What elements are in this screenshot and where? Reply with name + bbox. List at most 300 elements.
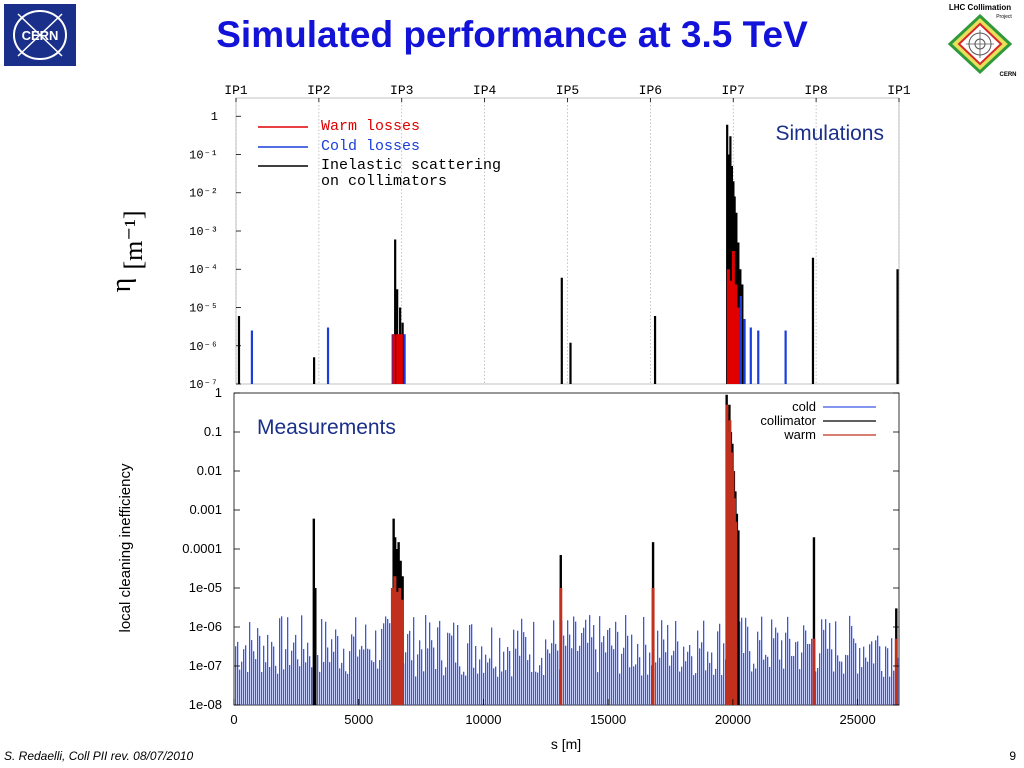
cold-noise-bar	[407, 634, 408, 705]
cold-noise-bar	[889, 677, 890, 705]
cold-noise-bar	[245, 645, 246, 705]
ip-label: IP2	[307, 83, 331, 98]
cold-noise-bar	[563, 636, 564, 705]
collimator-loss-bar	[314, 588, 316, 705]
cold-noise-bar	[841, 662, 842, 705]
cold-noise-bar	[611, 646, 612, 705]
cold-noise-bar	[851, 626, 852, 705]
cold-noise-bar	[299, 666, 300, 705]
cold-noise-bar	[675, 621, 676, 705]
cold-noise-bar	[855, 643, 856, 705]
cold-noise-bar	[723, 643, 724, 705]
cold-noise-bar	[265, 662, 266, 705]
cold-noise-bar	[337, 636, 338, 705]
warm-loss-bar	[737, 307, 740, 384]
cold-noise-bar	[501, 671, 502, 705]
cold-noise-bar	[475, 646, 476, 705]
simulation-y-tick-label: 10⁻⁵	[189, 301, 218, 316]
cold-noise-bar	[693, 675, 694, 705]
cold-noise-bar	[533, 622, 534, 705]
cold-noise-bar	[341, 663, 342, 705]
cold-noise-bar	[503, 652, 504, 705]
cold-noise-bar	[295, 635, 296, 705]
cold-noise-bar	[835, 621, 836, 705]
cold-noise-bar	[307, 643, 308, 705]
cold-noise-bar	[579, 646, 580, 705]
cold-noise-bar	[837, 655, 838, 705]
cold-noise-bar	[413, 617, 414, 705]
measurement-y-tick-label: 0.1	[203, 424, 222, 439]
measurement-y-tick-label: 0.01	[196, 463, 222, 478]
cold-noise-bar	[635, 664, 636, 705]
cold-noise-bar	[479, 659, 480, 705]
measurement-y-tick-label: 0.001	[189, 502, 222, 517]
cold-noise-bar	[453, 623, 454, 705]
cold-noise-bar	[865, 658, 866, 705]
cold-noise-bar	[661, 620, 662, 705]
warm-loss-bar	[734, 522, 737, 705]
cold-noise-bar	[633, 666, 634, 705]
cold-noise-bar	[551, 643, 552, 705]
cold-noise-bar	[593, 625, 594, 705]
ip-label: IP1	[887, 83, 911, 98]
slide-title: Simulated performance at 3.5 TeV	[216, 14, 808, 55]
cold-noise-bar	[771, 619, 772, 705]
warm-loss-bar	[652, 588, 655, 705]
cold-noise-bar	[619, 674, 620, 705]
cold-noise-bar	[303, 649, 304, 705]
legend-collimator: collimator	[760, 413, 816, 428]
cold-noise-bar	[645, 645, 646, 705]
cold-noise-bar	[805, 630, 806, 705]
cold-noise-bar	[747, 627, 748, 705]
ip-label: IP8	[804, 83, 828, 98]
cold-noise-bar	[577, 651, 578, 705]
cold-noise-bar	[715, 669, 716, 705]
ip-label: IP7	[721, 83, 745, 98]
cold-noise-bar	[881, 671, 882, 705]
cold-noise-bar	[301, 615, 302, 705]
cold-noise-bar	[343, 649, 344, 705]
cold-noise-bar	[271, 642, 272, 705]
cold-noise-bar	[567, 620, 568, 705]
cold-noise-bar	[465, 676, 466, 705]
cold-noise-bar	[843, 674, 844, 705]
measurement-y-tick-label: 0.0001	[182, 541, 222, 556]
cold-noise-bar	[701, 642, 702, 705]
cold-noise-bar	[451, 636, 452, 705]
cold-loss-bar	[251, 331, 253, 384]
cold-noise-bar	[829, 623, 830, 705]
cold-noise-bar	[549, 653, 550, 705]
warm-loss-bar	[812, 639, 815, 705]
cold-noise-bar	[305, 662, 306, 705]
cold-noise-bar	[615, 622, 616, 705]
cold-noise-bar	[717, 631, 718, 705]
cold-noise-bar	[565, 646, 566, 705]
cold-noise-bar	[537, 673, 538, 705]
measurement-x-tick-label: 10000	[465, 712, 502, 727]
cold-noise-bar	[603, 636, 604, 705]
cold-noise-bar	[749, 651, 750, 705]
lhc-logo-text-1: LHC Collimation	[948, 3, 1012, 12]
cold-noise-bar	[369, 649, 370, 705]
cold-noise-bar	[363, 649, 364, 705]
cold-noise-bar	[685, 661, 686, 705]
legend-warm: warm	[784, 427, 816, 442]
cold-noise-bar	[821, 619, 822, 705]
measurement-y-tick-label: 1e-05	[188, 580, 222, 595]
page-number: 9	[1009, 749, 1016, 763]
simulation-y-tick-label: 10⁻¹	[189, 148, 218, 163]
simulation-y-tick-label: 10⁻⁶	[189, 339, 218, 354]
cold-noise-bar	[871, 641, 872, 705]
cold-noise-bar	[819, 653, 820, 705]
cold-noise-bar	[759, 640, 760, 705]
cold-noise-bar	[279, 618, 280, 705]
warm-loss-bar	[401, 600, 404, 705]
measurement-y-tick-label: 1	[214, 385, 222, 400]
cold-noise-bar	[485, 655, 486, 705]
cold-noise-bar	[419, 640, 420, 705]
cold-noise-bar	[571, 648, 572, 705]
cold-noise-bar	[379, 660, 380, 705]
cold-noise-bar	[893, 671, 894, 705]
ip-label: IP5	[555, 83, 580, 98]
cold-noise-bar	[351, 634, 352, 705]
warm-loss-bar	[559, 588, 562, 705]
cold-noise-bar	[257, 628, 258, 705]
cold-noise-bar	[539, 665, 540, 705]
cold-noise-bar	[785, 633, 786, 705]
cold-noise-bar	[487, 662, 488, 705]
cold-noise-bar	[743, 653, 744, 705]
simulation-y-ticks	[189, 110, 241, 392]
cold-noise-bar	[839, 661, 840, 705]
cold-noise-bar	[691, 656, 692, 705]
cold-noise-bar	[641, 675, 642, 705]
cold-noise-bar	[519, 656, 520, 705]
cold-loss-bar	[750, 328, 752, 384]
cold-noise-bar	[811, 639, 812, 705]
cold-loss-bar	[327, 328, 329, 384]
cold-noise-bar	[631, 635, 632, 705]
cold-noise-bar	[429, 622, 430, 705]
cold-noise-bar	[787, 617, 788, 705]
cold-noise-bar	[699, 648, 700, 705]
cold-noise-bar	[755, 668, 756, 705]
cold-noise-bar	[253, 651, 254, 705]
simulation-y-tick-label: 10⁻⁷	[189, 378, 218, 392]
cold-noise-bar	[703, 621, 704, 705]
cold-noise-bar	[405, 652, 406, 705]
cold-noise-bar	[467, 643, 468, 705]
cold-noise-bar	[535, 672, 536, 705]
cold-noise-bar	[261, 672, 262, 705]
cold-noise-bar	[461, 675, 462, 705]
cold-noise-bar	[247, 672, 248, 705]
measurement-x-label: s [m]	[550, 736, 582, 752]
cold-noise-bar	[443, 675, 444, 705]
cold-noise-bar	[879, 646, 880, 705]
cold-noise-bar	[853, 639, 854, 705]
cold-noise-bar	[359, 649, 360, 705]
cold-noise-bar	[421, 649, 422, 705]
cold-noise-bar	[449, 633, 450, 705]
cold-noise-bar	[677, 641, 678, 705]
warm-loss-bar	[396, 334, 399, 384]
cold-noise-bar	[779, 660, 780, 705]
cold-noise-bar	[317, 655, 318, 705]
cold-noise-bar	[417, 654, 418, 705]
cold-noise-bar	[287, 617, 288, 705]
measurements-annotation: Measurements	[257, 416, 396, 439]
cold-noise-bar	[647, 675, 648, 705]
cold-noise-bar	[455, 662, 456, 705]
cold-noise-bar	[789, 639, 790, 705]
ip-label: IP4	[472, 83, 497, 98]
cold-noise-bar	[463, 672, 464, 705]
cold-noise-bar	[335, 629, 336, 705]
cold-noise-bar	[291, 651, 292, 705]
cold-noise-bar	[377, 669, 378, 705]
measurement-x-tick-label: 0	[230, 712, 238, 727]
ip-label: IP3	[390, 83, 414, 98]
cold-noise-bar	[869, 644, 870, 705]
cold-noise-bar	[601, 642, 602, 705]
simulation-y-label-unit: [m⁻¹]	[119, 210, 148, 270]
cold-noise-bar	[623, 648, 624, 705]
cold-noise-bar	[671, 655, 672, 705]
ip-label: IP1	[224, 83, 248, 98]
cold-noise-bar	[531, 672, 532, 705]
cold-noise-bar	[589, 615, 590, 705]
measurement-y-tick-label: 1e-08	[188, 697, 222, 712]
cold-noise-bar	[803, 625, 804, 705]
cold-noise-bar	[457, 625, 458, 705]
cold-noise-bar	[795, 642, 796, 705]
cold-noise-bar	[249, 622, 250, 705]
cold-noise-bar	[719, 624, 720, 705]
cold-noise-bar	[255, 659, 256, 705]
cold-noise-bar	[473, 668, 474, 705]
cold-noise-bar	[521, 619, 522, 705]
cold-noise-bar	[595, 649, 596, 705]
simulation-panel	[106, 83, 911, 392]
cold-noise-bar	[745, 618, 746, 705]
cold-noise-bar	[471, 624, 472, 705]
cold-noise-bar	[791, 656, 792, 705]
warm-loss-bar	[400, 334, 403, 384]
cold-noise-bar	[751, 671, 752, 705]
cold-noise-bar	[707, 652, 708, 705]
collimator-loss-bar	[238, 316, 240, 384]
cold-noise-bar	[847, 655, 848, 705]
measurement-y-label: local cleaning inefficiency	[117, 463, 134, 633]
cold-noise-bar	[741, 618, 742, 705]
cold-noise-bar	[259, 636, 260, 705]
cold-noise-bar	[833, 671, 834, 705]
cold-noise-bar	[807, 644, 808, 705]
collimator-loss-bar	[737, 530, 739, 705]
cold-noise-bar	[365, 625, 366, 705]
legend-warm-losses: Warm losses	[321, 118, 421, 135]
cold-noise-bar	[331, 639, 332, 705]
measurement-x-tick-label: 25000	[839, 712, 876, 727]
cold-noise-bar	[679, 672, 680, 705]
cold-noise-bar	[681, 667, 682, 705]
cold-noise-bar	[425, 615, 426, 705]
cold-noise-bar	[235, 646, 236, 705]
cold-noise-bar	[799, 669, 800, 705]
cold-noise-bar	[721, 675, 722, 705]
cold-loss-bar	[743, 319, 745, 384]
cold-noise-bar	[585, 620, 586, 705]
cold-noise-bar	[637, 644, 638, 705]
cold-noise-bar	[629, 667, 630, 705]
cold-loss-bar	[785, 331, 787, 384]
cold-noise-bar	[513, 630, 514, 705]
cold-noise-bar	[883, 677, 884, 705]
cold-noise-bar	[241, 662, 242, 705]
cold-noise-bar	[491, 628, 492, 705]
cold-loss-bar	[404, 334, 406, 384]
legend-cold-losses: Cold losses	[321, 138, 421, 155]
cold-noise-bar	[793, 656, 794, 705]
cold-noise-bar	[459, 666, 460, 705]
cold-noise-bar	[267, 635, 268, 705]
cold-noise-bar	[239, 670, 240, 705]
cold-noise-bar	[357, 657, 358, 705]
cold-noise-bar	[621, 654, 622, 705]
warm-loss-bar	[895, 639, 898, 705]
cold-noise-bar	[493, 668, 494, 705]
cold-noise-bar	[643, 617, 644, 705]
cold-noise-bar	[269, 667, 270, 705]
cold-noise-bar	[339, 668, 340, 705]
ip-label: IP6	[638, 83, 663, 98]
cold-noise-bar	[325, 622, 326, 705]
cold-noise-bar	[553, 620, 554, 705]
cold-noise-bar	[251, 640, 252, 705]
cold-noise-bar	[667, 625, 668, 705]
cold-noise-bar	[827, 649, 828, 705]
cold-noise-bar	[781, 640, 782, 705]
cold-noise-bar	[321, 619, 322, 705]
cold-noise-bar	[683, 647, 684, 705]
cold-noise-bar	[311, 667, 312, 705]
cold-noise-bar	[761, 617, 762, 705]
cold-noise-bar	[697, 631, 698, 705]
cold-noise-bar	[263, 646, 264, 705]
cold-noise-bar	[285, 649, 286, 705]
cold-noise-bar	[329, 662, 330, 705]
cold-noise-bar	[591, 637, 592, 705]
cold-noise-bar	[607, 630, 608, 705]
cold-noise-bar	[801, 652, 802, 705]
cold-noise-bar	[381, 629, 382, 705]
cold-noise-bar	[283, 669, 284, 705]
simulation-y-label-symbol: η	[106, 277, 137, 293]
cold-noise-bar	[687, 652, 688, 705]
cold-noise-bar	[477, 674, 478, 705]
cold-noise-bar	[441, 660, 442, 705]
cold-noise-bar	[695, 673, 696, 705]
cold-noise-bar	[371, 660, 372, 705]
cold-noise-bar	[583, 628, 584, 705]
cold-noise-bar	[873, 663, 874, 705]
simulation-y-tick-label: 10⁻²	[189, 186, 218, 201]
cold-noise-bar	[439, 621, 440, 705]
cold-noise-bar	[433, 648, 434, 705]
cold-noise-bar	[663, 639, 664, 705]
cold-noise-bar	[355, 617, 356, 705]
cold-noise-bar	[511, 676, 512, 705]
cold-noise-bar	[347, 674, 348, 705]
collimator-loss-bar	[896, 269, 898, 384]
cold-noise-bar	[505, 670, 506, 705]
cold-noise-bar	[367, 649, 368, 705]
cold-noise-bar	[665, 652, 666, 705]
cold-noise-bar	[411, 660, 412, 705]
cold-noise-bar	[713, 675, 714, 705]
cold-noise-bar	[545, 639, 546, 705]
cold-noise-bar	[599, 616, 600, 705]
simulation-y-tick-label: 1	[210, 110, 218, 125]
cold-noise-bar	[309, 656, 310, 705]
cold-noise-bar	[373, 662, 374, 705]
cold-noise-bar	[469, 625, 470, 705]
cold-noise-bar	[625, 615, 626, 705]
cold-noise-bar	[867, 662, 868, 705]
cold-noise-bar	[237, 642, 238, 705]
cold-noise-bar	[569, 635, 570, 705]
cold-noise-bar	[499, 638, 500, 705]
cold-noise-bar	[777, 633, 778, 705]
cold-noise-bar	[383, 623, 384, 705]
cold-noise-bar	[753, 664, 754, 705]
cold-noise-bar	[273, 646, 274, 705]
cold-noise-bar	[527, 660, 528, 705]
cold-noise-bar	[445, 667, 446, 705]
cold-noise-bar	[557, 651, 558, 705]
cold-noise-bar	[323, 662, 324, 705]
cold-noise-bar	[507, 647, 508, 705]
cold-noise-bar	[353, 636, 354, 705]
cold-noise-bar	[669, 666, 670, 705]
cold-noise-bar	[345, 671, 346, 705]
cold-noise-bar	[415, 676, 416, 705]
lhc-logo-text-2: Project	[996, 14, 1012, 20]
cold-noise-bar	[517, 631, 518, 705]
cold-noise-bar	[823, 630, 824, 705]
legend-cold: cold	[792, 399, 816, 414]
cold-noise-bar	[773, 638, 774, 705]
cold-noise-bar	[757, 632, 758, 705]
measurement-x-tick-label: 15000	[590, 712, 627, 727]
measurement-x-tick-label: 5000	[344, 712, 374, 727]
cold-noise-bar	[289, 665, 290, 705]
cold-noise-bar	[689, 645, 690, 705]
cold-noise-bar	[275, 666, 276, 705]
cold-noise-bar	[529, 654, 530, 705]
cold-noise-bar	[809, 644, 810, 705]
cold-noise-bar	[541, 658, 542, 705]
cold-noise-bar	[655, 662, 656, 705]
cold-noise-bar	[783, 669, 784, 705]
cold-noise-bar	[497, 677, 498, 705]
cold-noise-bar	[705, 670, 706, 705]
